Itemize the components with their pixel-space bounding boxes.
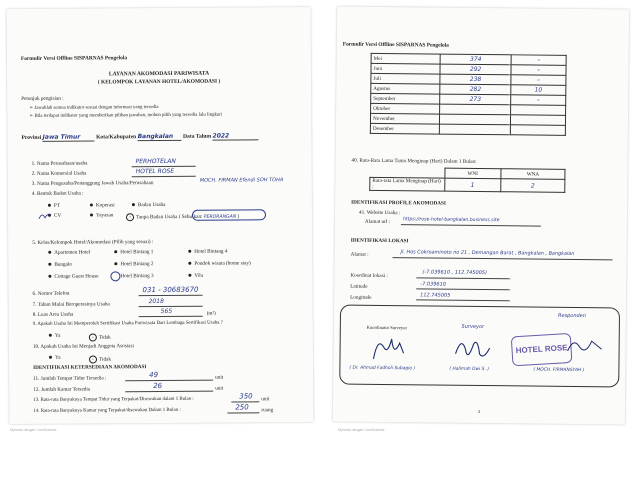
q12-label: 12. Jumlah Kamar Tersedia xyxy=(33,386,91,393)
q11-value: 49 xyxy=(149,371,159,380)
page-number: 3 xyxy=(477,408,481,415)
q10-label: 10. Apakah Usaha Ini Menjadi Anggota Asosiasi xyxy=(32,343,134,350)
sig3-name: ( MOCH. FIRMANSYAH ) xyxy=(533,367,585,374)
value-cell: 273 xyxy=(440,94,511,105)
value-cell: 282 xyxy=(440,84,511,95)
extra-cell: 10 xyxy=(511,85,566,96)
q10-option-yes: Ya xyxy=(49,356,61,361)
q5-option: Vila xyxy=(188,274,203,279)
unit-label: ruang xyxy=(261,407,274,414)
q5-option: Apartemen Hotel xyxy=(48,250,90,255)
signature-2-icon xyxy=(451,334,491,364)
q41-value: https://rose-hotel-bangkalan.business.site xyxy=(402,217,500,224)
unit-label: unit xyxy=(215,385,224,392)
q9-option-yes: Ya xyxy=(49,334,61,339)
q6-label: 6. Nomor Telefon xyxy=(32,290,70,297)
answer-circle xyxy=(110,271,120,281)
extra-cell xyxy=(511,105,566,116)
extra-cell xyxy=(511,125,566,136)
month-cell: November xyxy=(370,113,439,124)
month-cell: September xyxy=(371,93,440,104)
row-label: Rata-rata Lama Menginap (Hari) : xyxy=(370,177,445,191)
q5-option: Hotel Bintang 3 xyxy=(120,273,154,280)
q41-sub: Alamat url : xyxy=(364,218,391,226)
unit-label: unit xyxy=(215,374,224,381)
sig2-title: Surveyor xyxy=(461,323,485,331)
month-cell: Agustus xyxy=(371,83,440,94)
coord-label: Koordinat lokasi : xyxy=(350,272,388,280)
hotel-stamp: HOTEL ROSE xyxy=(511,333,573,367)
q13-label: 13. Rata-rata Banyaknya Tempat Tidur yang Terpakai/Disewakan dalam 1 Bulan : xyxy=(33,396,194,403)
q3-value: MOCH. FIRMAN Efendi SOH TOHA xyxy=(199,177,284,184)
q2-label: 2. Nama Komersial Usaha xyxy=(31,170,87,177)
q4-label: 4. Bentuk Badan Usaha : xyxy=(31,190,84,197)
wna-value: 2 xyxy=(501,179,565,193)
q7-label: 7. Tahun Mulai Beroperasinya Usaha xyxy=(32,301,110,308)
q1-value: PERHOTELAN xyxy=(135,157,176,166)
q1-label: 1. Nama Perusahaan/usaha xyxy=(31,160,88,167)
month-cell: Oktober xyxy=(371,103,440,114)
lat-value: -7.039610 xyxy=(420,281,446,288)
scanner-footer: Dipindai dengan CamScanner xyxy=(10,428,57,432)
instructions-title: Petunjuk pengisian : xyxy=(21,95,64,102)
lon-value: 112.745005 xyxy=(420,292,451,299)
col-wna: WNA xyxy=(501,169,565,180)
q4-option-pt: PT xyxy=(48,204,60,209)
stay-table xyxy=(369,167,565,193)
month-cell: Juli xyxy=(371,73,440,84)
q12-value: 26 xyxy=(153,381,163,391)
extra-cell: – xyxy=(511,95,566,106)
table-row xyxy=(370,123,565,135)
sig1-name: ( Dr. Ahmad Fadholi Subagio ) xyxy=(349,365,416,372)
q4-option-koperasi: Koperasi xyxy=(90,203,115,208)
instruction-item: ➢ Jawablah semua indikator sesuai dengan informasi yang tersedia xyxy=(29,105,159,111)
q5-option: Hotel Bintang 2 xyxy=(114,262,153,267)
section-title: IDENTIFIKASI LOKASI xyxy=(350,237,409,245)
extra-cell: – xyxy=(511,65,566,76)
value-cell xyxy=(439,124,510,135)
sig1-title: Koordinator Surveyor xyxy=(366,324,408,331)
value-cell: 238 xyxy=(440,74,511,85)
q6-value: 031 - 30683670 xyxy=(142,285,199,295)
heading-2: ( KELOMPOK LAYANAN HOTEL/AKOMODASI ) xyxy=(97,78,221,86)
month-cell: Juni xyxy=(371,63,440,74)
q8-unit: (m²) xyxy=(206,310,216,317)
q4-option-cv: CV xyxy=(48,214,61,219)
q3-label: 3. Nama Pengusaha/Penanggung Jawab Usaha/Perusahaan xyxy=(31,180,154,187)
extra-cell: – xyxy=(511,55,566,66)
province-row: Provinsi Jawa Timur Kota/Kabupaten Bangkalan Data Tahun 2022 xyxy=(21,133,258,142)
coord-value: (-7.039610 , 112.745005) xyxy=(422,269,487,277)
section-title: IDENTIFIKASI PROFILE AKOMODASI xyxy=(351,199,446,207)
monthly-table xyxy=(370,53,567,136)
month-cell: Mei xyxy=(371,53,440,64)
wni-value: 1 xyxy=(444,178,501,192)
q14-label: 14. Rata-rata Banyaknya Kamar yang Terpakai/disewakan Dalam 1 Bulan : xyxy=(33,407,181,414)
q13-value: 350 xyxy=(239,392,253,401)
address-value: Jl. Hos Cokroaminoto no 21 , Demangan Barat , Bangkalan , Bangkalan xyxy=(400,249,575,257)
value-cell: 374 xyxy=(440,54,511,65)
q7-value: 2018 xyxy=(148,297,164,306)
q5-option: Cottage Guest House xyxy=(48,274,98,280)
q5-option: Hotel Bintang 1 xyxy=(114,250,153,255)
q10-option-no: • Tidak xyxy=(89,355,111,363)
month-cell: Desember xyxy=(370,123,439,134)
col-wni: WNI xyxy=(444,168,501,179)
document-page-right xyxy=(333,6,629,424)
q5-option: Bungalo xyxy=(48,263,72,268)
extra-cell: – xyxy=(511,75,566,86)
sig3-title: Responden xyxy=(557,312,586,320)
q14-value: 250 xyxy=(235,403,249,412)
q9-label: 9. Apakah Usaha Ini Memperoleh Sertifikasi Usaha Pariwisata Dari Lembaga Sertifikasi Usaha ? xyxy=(32,320,223,327)
form-title: Formulir Versi Offline SISPARNAS Pengelola xyxy=(342,41,449,49)
address-label: Alamat : xyxy=(350,251,369,258)
q2-value: HOTEL ROSE xyxy=(135,167,175,176)
heading-1: LAYANAN AKOMODASI PARIWISATA xyxy=(108,70,210,78)
q41-label: 41. Website Usaha : xyxy=(358,209,401,217)
q8-label: 8. Luas Area Usaha xyxy=(32,311,74,318)
value-cell: 292 xyxy=(440,64,511,75)
unit-label: unit xyxy=(261,396,270,403)
document-page-left xyxy=(7,7,314,424)
instruction-item: ➢ Bila terdapat indikator yang memberikan pilihan jawaban, mohon pilih yang tersedia lalu lingkari xyxy=(29,112,222,119)
answer-circle xyxy=(192,209,266,221)
q5-label: 5. Kelas/Kelompok Hotel/Akomodasi (Pilih yang sesuai) : xyxy=(32,239,154,246)
scribble-mark-icon xyxy=(38,211,52,221)
signature-3-icon xyxy=(566,333,606,359)
q9-option-no: • Tidak xyxy=(89,333,111,341)
q4-option-other: • Tanpa Badan Usaha ( Sebutkan: PERORANGAN ) xyxy=(126,212,239,221)
lat-label: Latitude xyxy=(350,283,368,290)
section-title: IDENTIFIKASI KETERSEDIAAN AKOMODASI xyxy=(33,364,147,371)
extra-cell xyxy=(511,115,566,126)
signature-1-icon xyxy=(367,333,407,363)
form-title: Formulir Versi Offline SISPARNAS Pengelola xyxy=(20,55,128,62)
lon-label: Longitude xyxy=(350,294,372,301)
q40-label: 40. Rata-Rata Lama Tamu Menginap (Hari) Dalam 1 Bulan: xyxy=(351,157,477,165)
q8-value: 565 xyxy=(160,307,173,315)
q4-option-badan-usaha: Badan Usaha xyxy=(132,203,166,208)
q5-option: Hotel Bintang 4 xyxy=(188,250,227,255)
q5-option: Pondok wisata (home stay) xyxy=(188,261,250,267)
q11-label: 11. Jumlah Tempat Tidur Tersedia : xyxy=(33,375,107,382)
sig2-name: ( Halimah Dwi S. ) xyxy=(449,366,489,373)
q4-option-yayasan: Yayasan xyxy=(90,213,113,218)
scanner-footer: Dipindai dengan CamScanner xyxy=(338,428,385,432)
